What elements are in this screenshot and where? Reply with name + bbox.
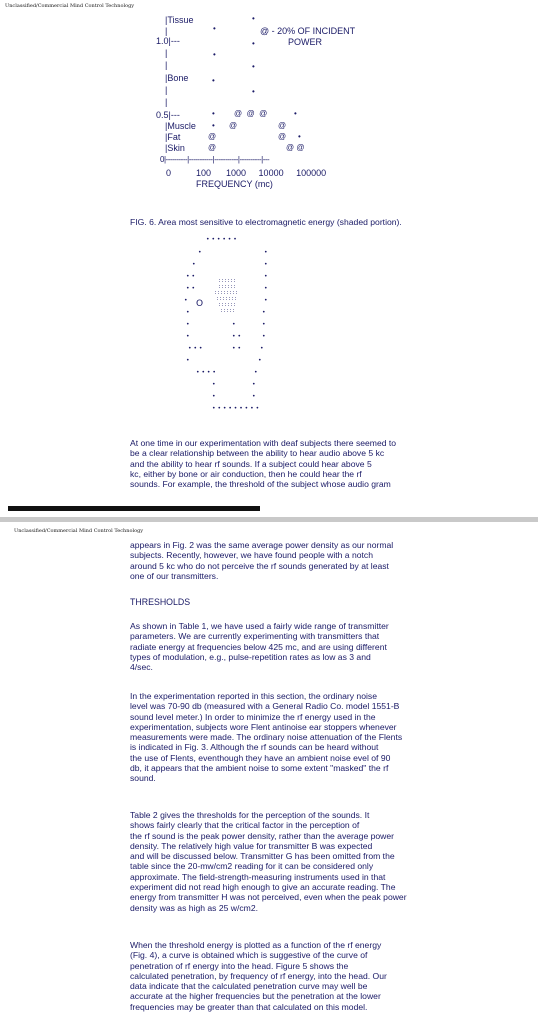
graph-x-ticks: 0 100 1000 10000 100000 bbox=[166, 168, 327, 178]
svg-text:•: • bbox=[212, 393, 216, 400]
svg-text:•: • bbox=[186, 333, 190, 340]
penetration-graph: |Tissue | 1.0|--- | | |Bone | | 0.5|--- |Muscle |Fat |Skin 0|----------|-----------|-----------|----------|--- 0 100 1000 10000 100000 FREQUENCY (mc) @ - 20% OF INCIDENT POWER • • • • • • • • @ @ @ • • @ @ @ @ • @ @ @ bbox=[140, 12, 400, 197]
svg-text:• •: • • bbox=[232, 345, 241, 352]
svg-text:•: • bbox=[264, 261, 268, 268]
graph-label-fat: |Fat bbox=[165, 132, 181, 142]
paragraph-table-2: Table 2 gives the thresholds for the perception of the sounds. It shows fairly clearly that the critical factor in the perception of the rf sound is the peak power density, rather than the average power density. The relatively high value for transmitter B was expected and will be discussed below. Transmitter G has been omitted from the table since the 20-mw/cm2 reading for it can be considered only approximate. The field-strength-measuring instruments used in that experiment did not read high enough to give an accurate reading. The energy from transmitter H was not perceived, even when the peak power density was as high as 25 w/cm2. bbox=[130, 810, 407, 913]
section-heading-thresholds: THRESHOLDS bbox=[130, 597, 191, 607]
graph-tick-1-0: 1.0|--- bbox=[156, 36, 180, 46]
svg-text:•: • bbox=[264, 249, 268, 256]
svg-text:::::::: :::::: bbox=[218, 302, 237, 308]
graph-tick-0-5: 0.5|--- bbox=[156, 110, 180, 120]
graph-legend-line1: @ - 20% OF INCIDENT bbox=[260, 26, 356, 36]
svg-text:• • • • • •: • • • • • • bbox=[206, 236, 237, 243]
svg-text:• •: • • bbox=[186, 273, 195, 280]
svg-text:•: • bbox=[212, 381, 216, 388]
graph-label-bone: |Bone bbox=[165, 73, 189, 83]
svg-text:•: • bbox=[264, 273, 268, 280]
svg-text:•: • bbox=[254, 369, 258, 376]
svg-text:•: • bbox=[186, 357, 190, 364]
figure-caption: FIG. 6. Area most sensitive to electromagnetic energy (shaded portion). bbox=[130, 217, 402, 227]
graph-x-axis: 0|----------|-----------|-----------|----------|--- bbox=[160, 155, 270, 164]
svg-text:• •: • • bbox=[232, 333, 241, 340]
svg-text:•: • bbox=[262, 333, 266, 340]
svg-text:O: O bbox=[196, 299, 204, 309]
graph-markers: • • • • • • • • @ @ @ • • @ @ @ @ • @ @ @ bbox=[208, 14, 305, 152]
svg-text:•: • bbox=[198, 249, 202, 256]
running-header: Unclassified/Commercial Mind Control Technology bbox=[5, 3, 135, 9]
figure-6-head-diagram bbox=[172, 232, 282, 417]
paragraph-continued: appears in Fig. 2 was the same average power density as our normal subjects. Recently, however, we have found people with a notch around 5 kc who do not perceive the rf sounds generated by at least one of our transmitters. bbox=[130, 540, 394, 581]
paragraph-threshold-energy: When the threshold energy is plotted as a function of the rf energy (Fig. 4), a curve is obtained which is suggestive of the curve of penetration of rf energy into the head. Figure 5 shows the calculated penetration, by frequency of rf energy, into the head. Our data indicate that the calculated penetration curve may well be accurate at the higher frequencies but the penetration at the lower frequencies may be greater than that calculated on this model. bbox=[130, 940, 387, 1012]
svg-text:•: • bbox=[264, 297, 268, 304]
svg-text::::::: ::::: bbox=[220, 308, 236, 314]
svg-text:•: • bbox=[258, 357, 262, 364]
svg-text:•: • bbox=[186, 309, 190, 316]
graph-x-label: FREQUENCY (mc) bbox=[196, 179, 273, 189]
svg-text:::::::: :::::: bbox=[218, 284, 237, 290]
svg-text:•: • bbox=[262, 309, 266, 316]
svg-text:•: • bbox=[186, 321, 190, 328]
svg-text:•: • bbox=[252, 381, 256, 388]
svg-text:•: • bbox=[252, 393, 256, 400]
svg-text:::::::: :::::: bbox=[218, 278, 237, 284]
running-header: Unclassified/Commercial Mind Control Technology bbox=[14, 528, 144, 534]
svg-text:• • • •: • • • • bbox=[196, 369, 216, 376]
svg-text:•: • bbox=[262, 321, 266, 328]
svg-text:::::::::: :::::::: bbox=[214, 290, 239, 296]
svg-text:•: • bbox=[264, 285, 268, 292]
svg-text:• •: • • bbox=[186, 285, 195, 292]
svg-text:• • • • • • • • •: • • • • • • • • • bbox=[212, 405, 260, 412]
paragraph-transmitter-params: As shown in Table 1, we have used a fairly wide range of transmitter parameters. We are currently experimenting with transmitters that radiate energy at frequencies below 425 mc, and are using different types of modulation, e.g., pulse-repetition rates as low as 3 and 4/sec. bbox=[130, 621, 389, 673]
svg-text:•: • bbox=[184, 297, 188, 304]
svg-text:•: • bbox=[232, 321, 236, 328]
paragraph-noise-level: In the experimentation reported in this section, the ordinary noise level was 70-90 db (measured with a General Radio Co. model 1551-B sound level meter.) In order to minimize the rf energy used in the experimentation, subjects wore Flent antinoise ear stoppers whenever measurements were made. The ordinary noise attenuation of the Flents is indicated in Fig. 3. Although the rf sounds can be heard without the use of Flents, eventhough they have an ambient noise evel of 90 db, it appears that the ambient noise to some extent "masked" the rf sound. bbox=[130, 691, 403, 784]
graph-label-muscle: |Muscle bbox=[165, 121, 196, 131]
redaction-bar bbox=[8, 506, 260, 511]
graph-label-tissue: |Tissue bbox=[165, 15, 194, 25]
svg-text::::::::: ::::::: bbox=[216, 296, 238, 302]
graph-legend-line2: POWER bbox=[288, 37, 323, 47]
svg-text:•: • bbox=[192, 261, 196, 268]
paragraph-deaf-subjects: At one time in our experimentation with deaf subjects there seemed to be a clear relationship between the ability to hear audio above 5 kc and the ability to hear rf sounds. If a subject could hear above 5 kc, either by bone or air conduction, then he could hear the rf sounds. For example, the threshold of the subject whose audio gram bbox=[130, 438, 397, 490]
graph-label-skin: |Skin bbox=[165, 143, 185, 153]
svg-text:•: • bbox=[260, 345, 264, 352]
svg-text:• • •: • • • bbox=[188, 345, 203, 352]
